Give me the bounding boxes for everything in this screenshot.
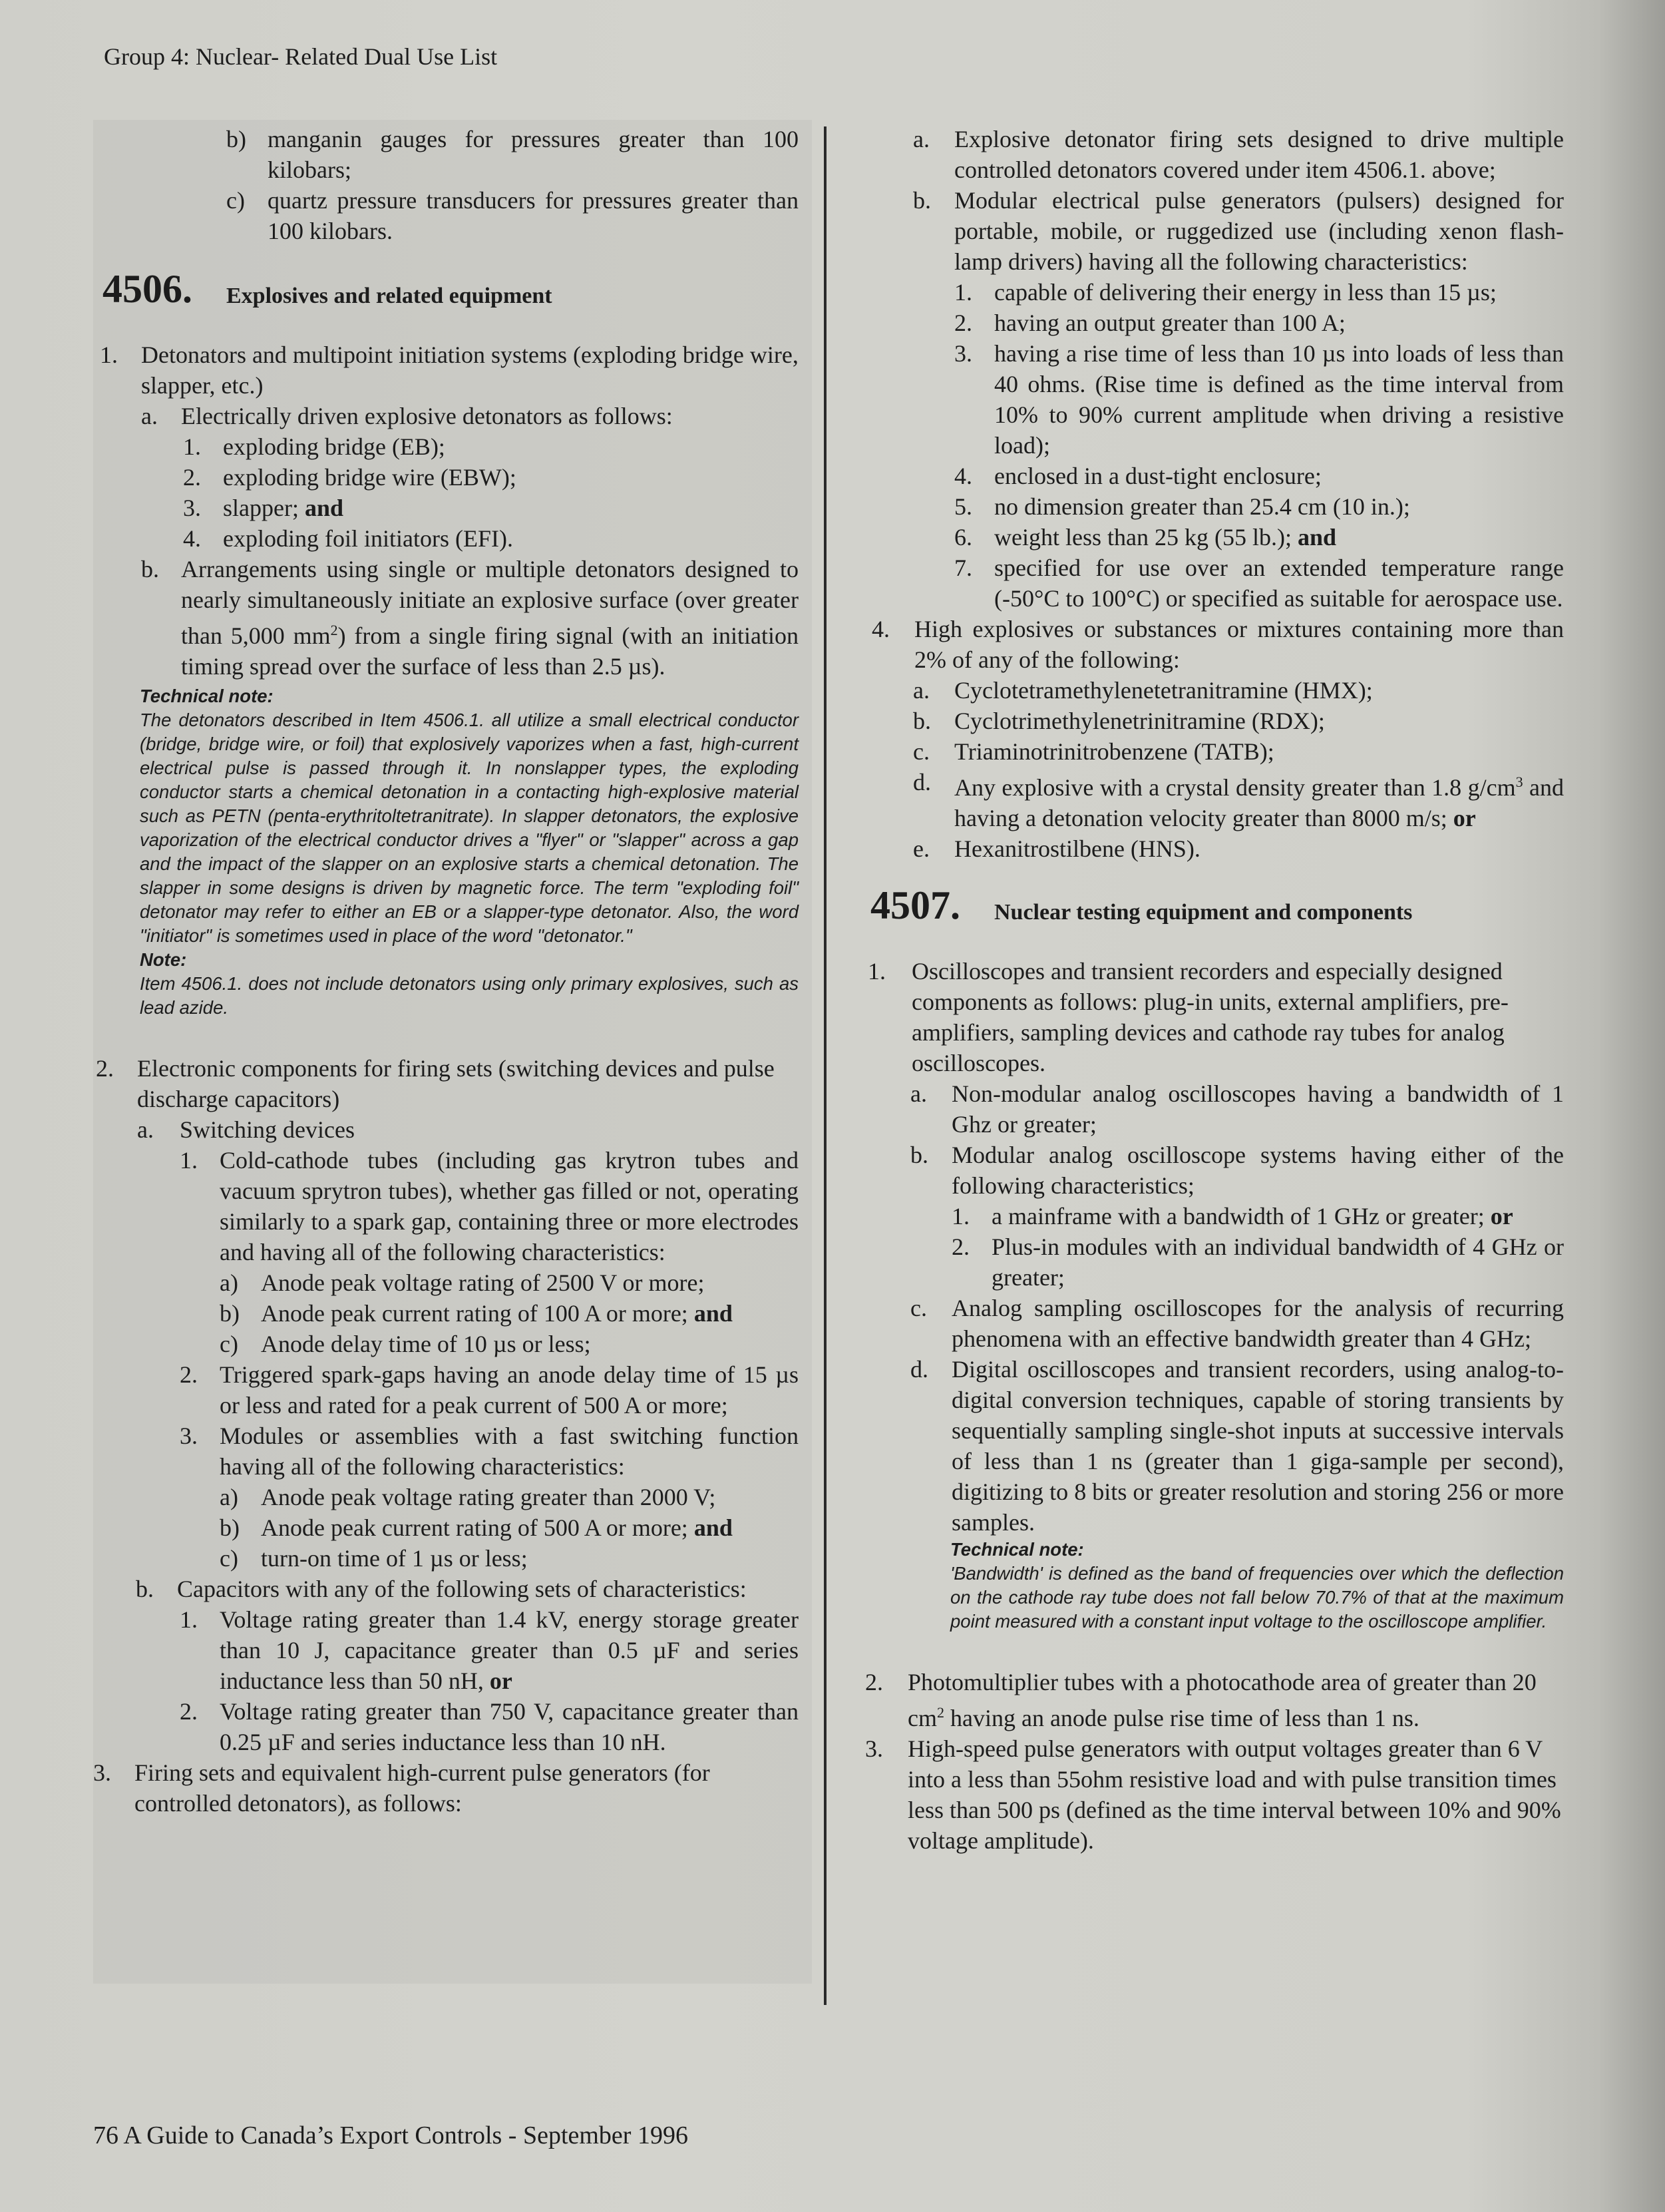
list-item: c) turn-on time of 1 µs or less; — [220, 1545, 528, 1572]
list-item: d. Any explosive with a crystal density greater than 1.8 $g/cm^3$ and having a detonation velocity greater than 8000 m/s; or — [913, 769, 1564, 831]
page-footer: 76 A Guide to Canada’s Export Controls - September 1996 — [93, 2121, 688, 2149]
list-item: e. Hexanitrostilbene (HNS). — [913, 835, 1201, 862]
list-item: c. Triaminotrinitrobenzene (TATB); — [913, 738, 1274, 765]
list-item: c) Anode delay time of 10 µs or less; — [220, 1331, 591, 1357]
list-item: 2. Triggered spark-gaps having an anode delay time of 15 µs or less and rated for a peak current of 500 A or more; — [180, 1361, 799, 1419]
left-column — [87, 124, 799, 1819]
list-item: 1. Voltage rating greater than 1.4 kV, energy storage greater than 10 J, capacitance greater than 0.5 µF and series inductance less than 50 nH, or — [180, 1606, 799, 1694]
list-item: 1. capable of delivering their energy in less than 15 µs; — [954, 279, 1497, 306]
list-item: b. Cyclotrimethylenetrinitramine (RDX); — [913, 708, 1325, 734]
list-item: 1. Detonators and multipoint initiation systems (exploding bridge wire, slapper, etc.) — [100, 341, 799, 399]
list-item: b. Modular electrical pulse generators (pulsers) designed for portable, mobile, or ruggedized use (including xenon flash-lamp drivers) having all the following characteristics: — [913, 187, 1564, 275]
list-item: 1. exploding bridge (EB); — [183, 433, 445, 460]
list-item: c) quartz pressure transducers for pressures greater than 100 kilobars. — [226, 187, 799, 244]
list-item: 2. exploding bridge wire (EBW); — [183, 464, 516, 491]
list-item: 2. Voltage rating greater than 750 V, capacitance greater than 0.25 µF and series inductance less than 10 nH. — [180, 1698, 799, 1755]
list-item: b. Arrangements using single or multiple detonators designed to nearly simultaneously initiate an explosive surface (over greater than 5,000 $mm^2$) from a single firing signal (with an initiation timing spread over the surface of less than 2.5 µs). — [141, 556, 799, 680]
section-heading-4506: 4506. Explosives and related equipment — [102, 267, 552, 311]
list-item: a) Anode peak voltage rating greater than 2000 V; — [220, 1484, 716, 1510]
list-item: a. Switching devices — [137, 1116, 355, 1143]
list-item: 3. Firing sets and equivalent high-current pulse generators (for controlled detonators), as follows: — [93, 1759, 710, 1817]
list-item: a. Cyclotetramethylenetetranitramine (HMX); — [913, 677, 1373, 704]
list-item: b. Capacitors with any of the following sets of characteristics: — [136, 1576, 747, 1602]
list-item: 3. Modules or assemblies with a fast switching function having all of the following characteristics: — [180, 1423, 799, 1480]
list-item: a. Non-modular analog oscilloscopes having a bandwidth of 1 Ghz or greater; — [910, 1080, 1564, 1138]
list-item: 5. no dimension greater than 25.4 cm (10 in.); — [954, 493, 1410, 520]
list-item: b) Anode peak current rating of 100 A or more; and — [220, 1300, 733, 1327]
list-item: 1. a mainframe with a bandwidth of 1 GHz or greater; or — [952, 1203, 1513, 1229]
list-item: 2. Electronic components for firing sets (switching devices and pulse discharge capacitors) — [96, 1055, 775, 1112]
list-item: a. Electrically driven explosive detonators as follows: — [141, 403, 673, 429]
list-item: 3. slapper; and — [183, 495, 344, 521]
technical-note: Technical note: 'Bandwidth' is defined as the band of frequencies over which the deflection on the cathode ray tube does not fall below 70.7% of that at the maximum point measured with a constant input voltage to the oscilloscope amplifier. — [950, 1539, 1564, 1632]
list-item: a) Anode peak voltage rating of 2500 V or more; — [220, 1269, 705, 1296]
technical-note: Technical note: The detonators described in Item 4506.1. all utilize a small electrical conductor (bridge, bridge wire, or foil) that explosively vaporizes when a fast, high-current electrical pulse is passed through it. In nonslapper types, the exploding conductor starts a chemical detonation in a contacting high-explosive material such as PETN (penta-erythritoltetranitrate). In slapper detonators, the explosive vaporization of the electrical conductor drives a "flyer" or "slapper" across a gap and the impact of the slapper on an explosive starts a chemical detonation. The slapper in some designs is driven by magnetic force. The term "exploding foil" detonator may refer to either an EB or a slapper-type detonator. Also, the word "initiator" is sometimes used in place of the word "detonator." Note: Item 4506.1. does not include detonators using only primary explosives, such as lead azide. — [140, 686, 799, 1018]
list-item: 7. specified for use over an extended temperature range (-50°C to 100°C) or specified as suitable for aerospace use. — [954, 554, 1564, 612]
list-item: c. Analog sampling oscilloscopes for the analysis of recurring phenomena with an effective bandwidth greater than 4 GHz; — [910, 1295, 1564, 1352]
list-item: 3. High-speed pulse generators with output voltages greater than 6 V into a less than 55ohm resistive load and with pulse transition times less than 500 ps (defined as the time interval between 10% and 90% voltage amplitude). — [865, 1735, 1561, 1854]
list-item: 1. Oscilloscopes and transient recorders and especially designed components as follows: plug-in units, external amplifiers, pre-amplifiers, sampling devices and cathode ray tubes for analog oscilloscopes. — [868, 958, 1509, 1076]
list-item: 2. Photomultiplier tubes with a photocathode area of greater than 20 $cm^2$ having an anode pulse rise time of less than 1 ns. — [865, 1669, 1537, 1731]
right-column — [852, 124, 1564, 1856]
list-item: 3. having a rise time of less than 10 µs into loads of less than 40 ohms. (Rise time is defined as the time interval from 10% to 90% current amplitude when driving a resistive load); — [954, 340, 1564, 459]
list-item: 6. weight less than 25 kg (55 lb.); and — [954, 524, 1336, 551]
column-divider — [824, 126, 827, 2005]
page-header: Group 4: Nuclear- Related Dual Use List — [104, 43, 498, 70]
list-item: 1. Cold-cathode tubes (including gas krytron tubes and vacuum sprytron tubes), whether gas filled or not, operating similarly to a spark gap, containing three or more electrodes and having all of the following characteristics: — [180, 1147, 799, 1265]
list-item: b) Anode peak current rating of 500 A or more; and — [220, 1514, 733, 1541]
list-item: 4. High explosives or substances or mixtures containing more than 2% of any of the following: — [872, 616, 1564, 673]
list-item: a. Explosive detonator firing sets designed to drive multiple controlled detonators covered under item 4506.1. above; — [913, 126, 1564, 183]
list-item: b) manganin gauges for pressures greater than 100 kilobars; — [226, 126, 799, 183]
list-item: b. Modular analog oscilloscope systems having either of the following characteristics; — [910, 1142, 1564, 1199]
list-item: d. Digital oscilloscopes and transient recorders, using analog-to-digital conversion techniques, capable of storing transients by sequentially sampling single-shot inputs at successive intervals of less than 1 ns (greater than 1 giga-sample per second), digitizing to 8 bits or greater resolution and storing 256 or more samples. — [910, 1356, 1564, 1536]
list-item: 4. enclosed in a dust-tight enclosure; — [954, 463, 1322, 489]
list-item: 2. Plus-in modules with an individual bandwidth of 4 GHz or greater; — [952, 1233, 1564, 1291]
section-heading-4507: 4507. Nuclear testing equipment and components — [870, 883, 1413, 927]
list-item: 2. having an output greater than 100 A; — [954, 310, 1346, 336]
list-item: 4. exploding foil initiators (EFI). — [183, 525, 513, 552]
